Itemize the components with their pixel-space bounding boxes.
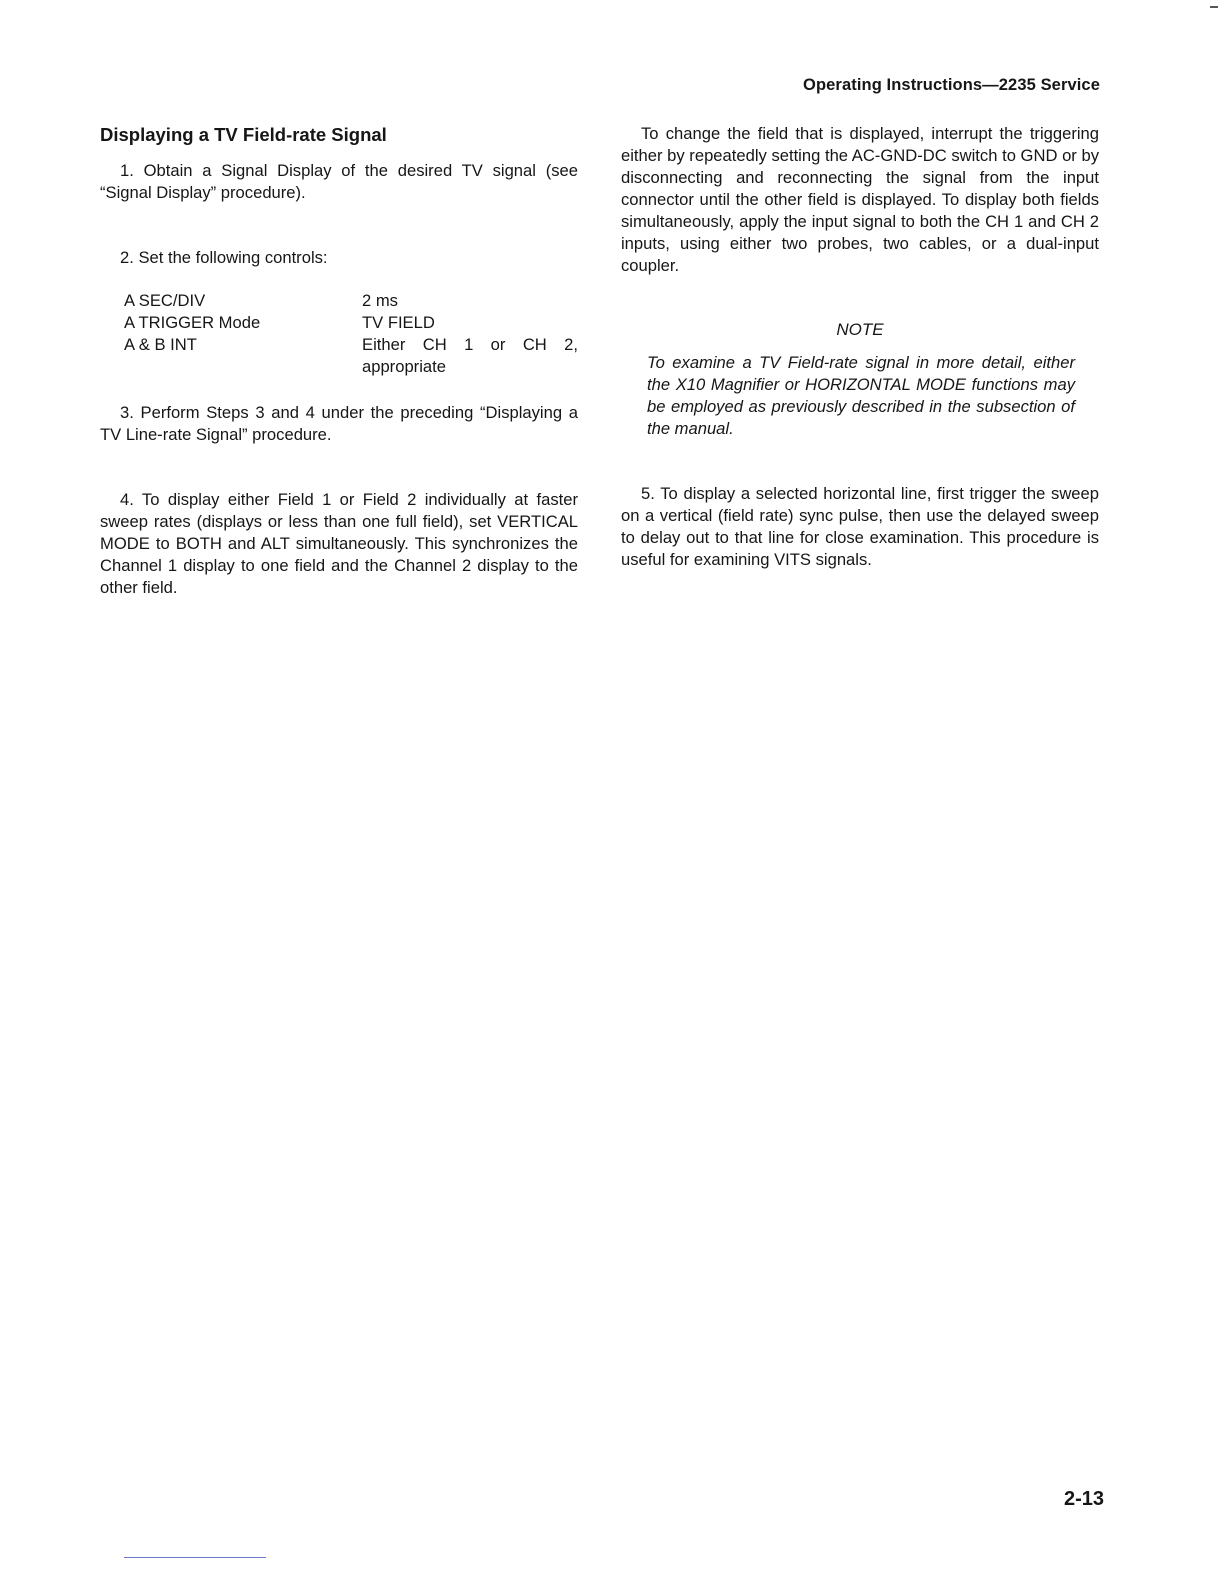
step-5-text: 5. To display a selected horizontal line, first trigger the sweep on a vertical (field rate) sync pulse, then use the delayed sweep to delay out to that line for close examination. This procedure is useful for examining VITS signals. (621, 484, 1099, 569)
step-3-text: 3. Perform Steps 3 and 4 under the preceding “Displaying a TV Line-rate Signal” procedure. (100, 403, 578, 444)
control-value: 2 ms (362, 291, 398, 310)
corner-mark (1210, 6, 1218, 8)
control-name (124, 356, 362, 378)
control-row (124, 290, 578, 312)
step-1 (100, 160, 578, 204)
step-2 (100, 247, 578, 269)
note-heading: NOTE (836, 320, 884, 339)
control-row (124, 334, 578, 356)
step-3 (100, 402, 578, 446)
step-4 (100, 489, 578, 599)
control-row (124, 356, 578, 378)
field-change-paragraph (621, 123, 1099, 277)
step-2-text: 2. Set the following controls: (120, 248, 328, 267)
step-4-text: 4. To display either Field 1 or Field 2 individually at faster sweep rates (displays or less than one full field), set VERTICAL MODE to BOTH and ALT simultaneously. This synchronizes the Channel 1 display to one field and the Channel 2 display to the other field. (100, 490, 578, 597)
control-name: A & B INT (124, 335, 197, 354)
control-name: A SEC/DIV (124, 291, 206, 310)
step-1-text: 1. Obtain a Signal Display of the desired TV signal (see “Signal Display” procedure). (100, 161, 578, 202)
field-change-text: To change the field that is displayed, interrupt the triggering either by repeatedly setting the AC-GND-DC switch to GND or by disconnecting and reconnecting the signal from the input connector until the other field is displayed. To display both fields simultaneously, apply the input signal to both the CH 1 and CH 2 inputs, using either two probes, two cables, or a dual-input coupler. (621, 124, 1099, 275)
page-number: 2-13 (1063, 1488, 1104, 1510)
control-value: TV FIELD (362, 313, 435, 332)
running-header: Operating Instructions—2235 Service (803, 76, 1100, 94)
section-title: Displaying a TV Field-rate Signal (100, 124, 387, 145)
control-value: appropriate (362, 357, 446, 376)
control-value: Either CH 1 or CH 2, (362, 335, 578, 354)
step-5 (621, 483, 1099, 571)
note-body: To examine a TV Field-rate signal in more detail, either the X10 Magnifier or HORIZONTAL MODE functions may be employed as previously described in the subsection of the manual. (647, 353, 1075, 438)
control-name: A TRIGGER Mode (124, 313, 261, 332)
control-row (124, 312, 578, 334)
bottom-rule (124, 1557, 266, 1558)
controls-table (124, 290, 578, 378)
